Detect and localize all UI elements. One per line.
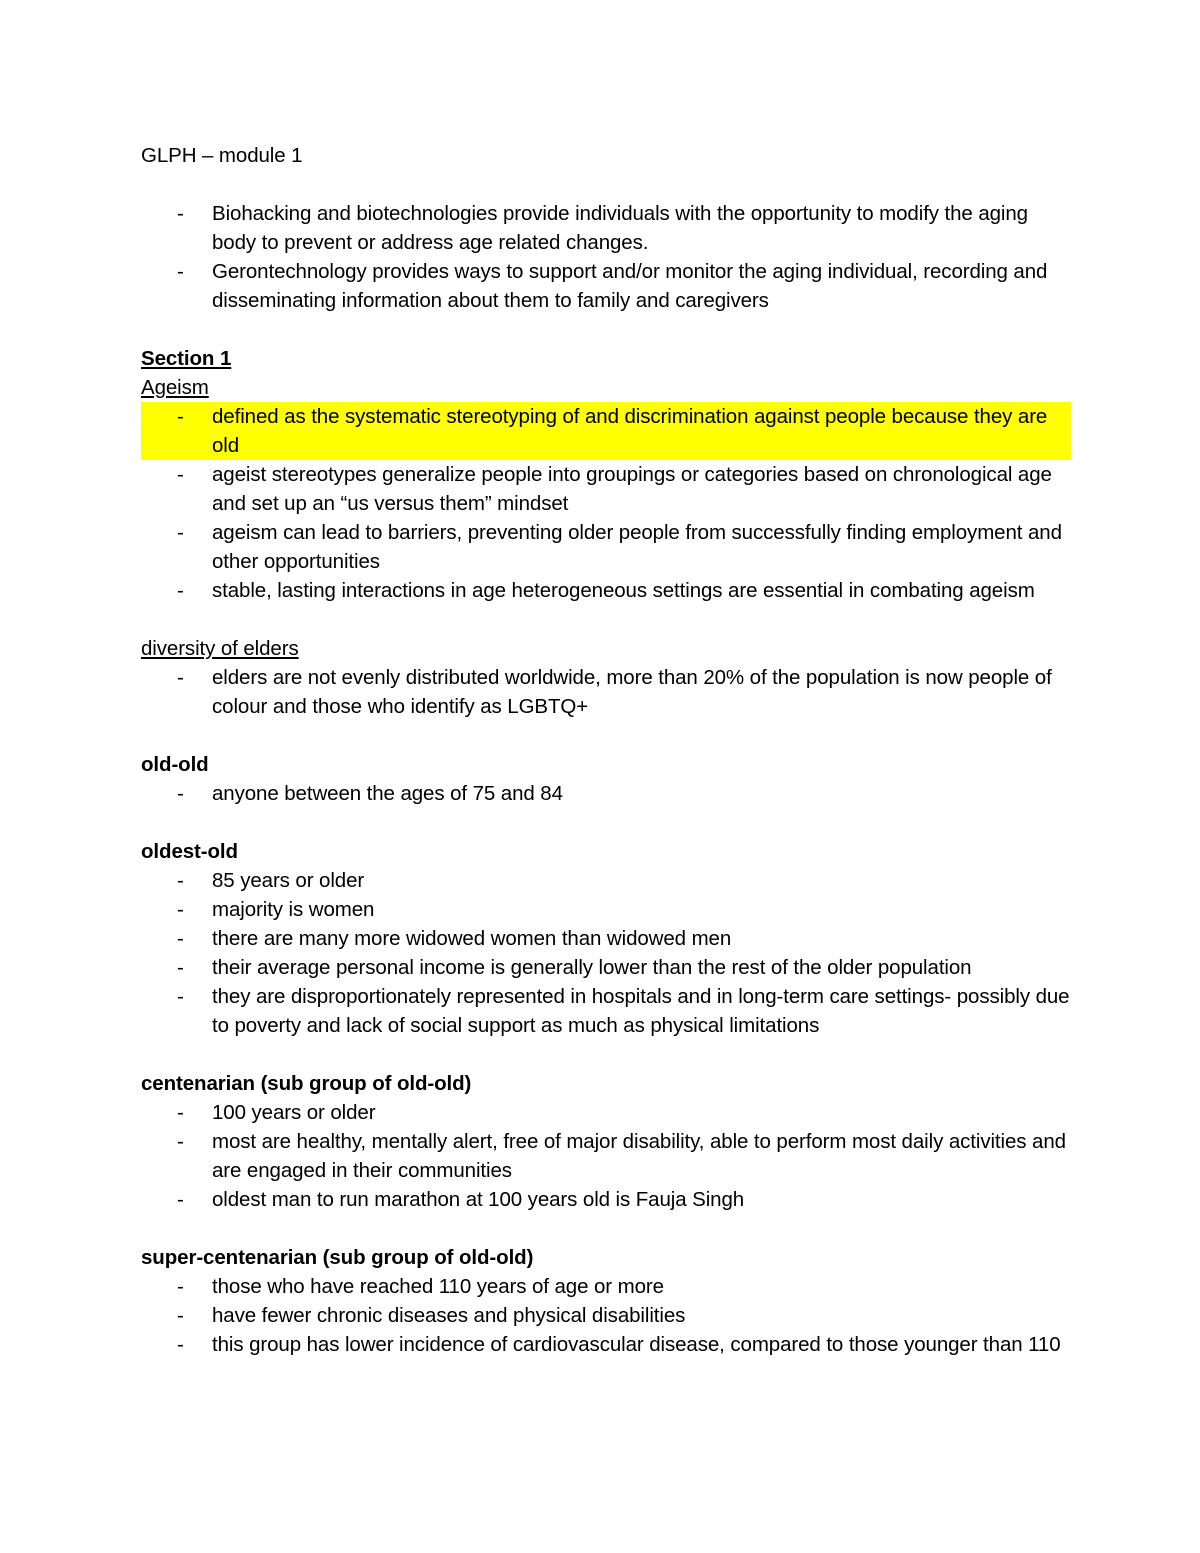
- dash-bullet: -: [177, 869, 184, 892]
- list-item-text: they are disproportionately represented in hospitals and in long-term care settings- possibly due to poverty and lack of social support as much as physical limitations: [212, 985, 1070, 1037]
- dash-bullet: -: [177, 202, 184, 225]
- super-centenarian-heading: super-centenarian (sub group of old-old): [141, 1246, 534, 1269]
- dash-bullet: -: [177, 898, 184, 921]
- ageism-heading: Ageism: [141, 376, 209, 399]
- list-item: [141, 1330, 1071, 1359]
- dash-bullet: -: [177, 463, 184, 486]
- highlighted-list-item: [141, 402, 1071, 460]
- list-item-text: this group has lower incidence of cardiovascular disease, compared to those younger than 110: [212, 1333, 1061, 1356]
- dash-bullet: -: [177, 927, 184, 950]
- list-item: [141, 576, 1071, 605]
- blank-line: [141, 721, 1071, 750]
- list-item: [141, 663, 1071, 721]
- document-title: GLPH – module 1: [141, 144, 303, 167]
- list-item-text: 100 years or older: [212, 1101, 376, 1124]
- list-item: [141, 1098, 1071, 1127]
- dash-bullet: -: [177, 985, 184, 1008]
- list-item: [141, 895, 1071, 924]
- list-item: [141, 866, 1071, 895]
- list-item-text: oldest man to run marathon at 100 years old is Fauja Singh: [212, 1188, 745, 1211]
- dash-bullet: -: [177, 1101, 184, 1124]
- list-item: [141, 1301, 1071, 1330]
- document-body: [141, 141, 1071, 1359]
- dash-bullet: -: [177, 1130, 184, 1153]
- list-item-text: 85 years or older: [212, 869, 365, 892]
- dash-bullet: -: [177, 405, 184, 428]
- list-item-text: those who have reached 110 years of age or more: [212, 1275, 664, 1298]
- list-item-text: defined as the systematic stereotyping of and discrimination against people because they are old: [212, 405, 1048, 457]
- old-old-list: [141, 779, 1071, 808]
- blank-line: [141, 170, 1071, 199]
- centenarian-list: [141, 1098, 1071, 1214]
- oldest-old-list: [141, 866, 1071, 1040]
- blank-line: [141, 1214, 1071, 1243]
- list-item: [141, 1127, 1071, 1185]
- dash-bullet: -: [177, 260, 184, 283]
- list-item-text: stable, lasting interactions in age heterogeneous settings are essential in combating ageism: [212, 579, 1035, 602]
- section-heading: Section 1: [141, 347, 232, 370]
- dash-bullet: -: [177, 666, 184, 689]
- list-item: [141, 1272, 1071, 1301]
- dash-bullet: -: [177, 579, 184, 602]
- old-old-heading: old-old: [141, 753, 209, 776]
- list-item-text: ageism can lead to barriers, preventing older people from successfully finding employment and other opportunities: [212, 521, 1062, 573]
- dash-bullet: -: [177, 1275, 184, 1298]
- list-item: [141, 953, 1071, 982]
- list-item-text: majority is women: [212, 898, 375, 921]
- list-item: [141, 460, 1071, 518]
- dash-bullet: -: [177, 1333, 184, 1356]
- super-centenarian-list: [141, 1272, 1071, 1359]
- list-item-text: have fewer chronic diseases and physical disabilities: [212, 1304, 686, 1327]
- list-item-text: ageist stereotypes generalize people into groupings or categories based on chronological age and set up an “us versus them” mindset: [212, 463, 1052, 515]
- list-item: [141, 779, 1071, 808]
- list-item-text: elders are not evenly distributed worldwide, more than 20% of the population is now people of colour and those who identify as LGBTQ+: [212, 666, 1052, 718]
- list-item-text: Gerontechnology provides ways to support and/or monitor the aging individual, recording and disseminating information about them to family and caregivers: [212, 260, 1048, 312]
- diversity-list: [141, 663, 1071, 721]
- list-item-text: their average personal income is generally lower than the rest of the older population: [212, 956, 972, 979]
- blank-line: [141, 1040, 1071, 1069]
- list-item: [141, 982, 1071, 1040]
- intro-list: [141, 199, 1071, 315]
- list-item-text: most are healthy, mentally alert, free of major disability, able to perform most daily activities and are engaged in their communities: [212, 1130, 1066, 1182]
- blank-line: [141, 808, 1071, 837]
- list-item: [141, 257, 1071, 315]
- blank-line: [141, 315, 1071, 344]
- centenarian-heading: centenarian (sub group of old-old): [141, 1072, 472, 1095]
- dash-bullet: -: [177, 782, 184, 805]
- list-item-text: anyone between the ages of 75 and 84: [212, 782, 563, 805]
- oldest-old-heading: oldest-old: [141, 840, 238, 863]
- dash-bullet: -: [177, 1188, 184, 1211]
- list-item: [141, 518, 1071, 576]
- list-item: [141, 1185, 1071, 1214]
- dash-bullet: -: [177, 1304, 184, 1327]
- list-item: [141, 199, 1071, 257]
- list-item: [141, 924, 1071, 953]
- list-item-text: there are many more widowed women than widowed men: [212, 927, 732, 950]
- diversity-heading: diversity of elders: [141, 637, 299, 660]
- dash-bullet: -: [177, 521, 184, 544]
- dash-bullet: -: [177, 956, 184, 979]
- list-item-text: Biohacking and biotechnologies provide individuals with the opportunity to modify the aging body to prevent or address age related changes.: [212, 202, 1028, 254]
- blank-line: [141, 605, 1071, 634]
- ageism-list: [141, 402, 1071, 605]
